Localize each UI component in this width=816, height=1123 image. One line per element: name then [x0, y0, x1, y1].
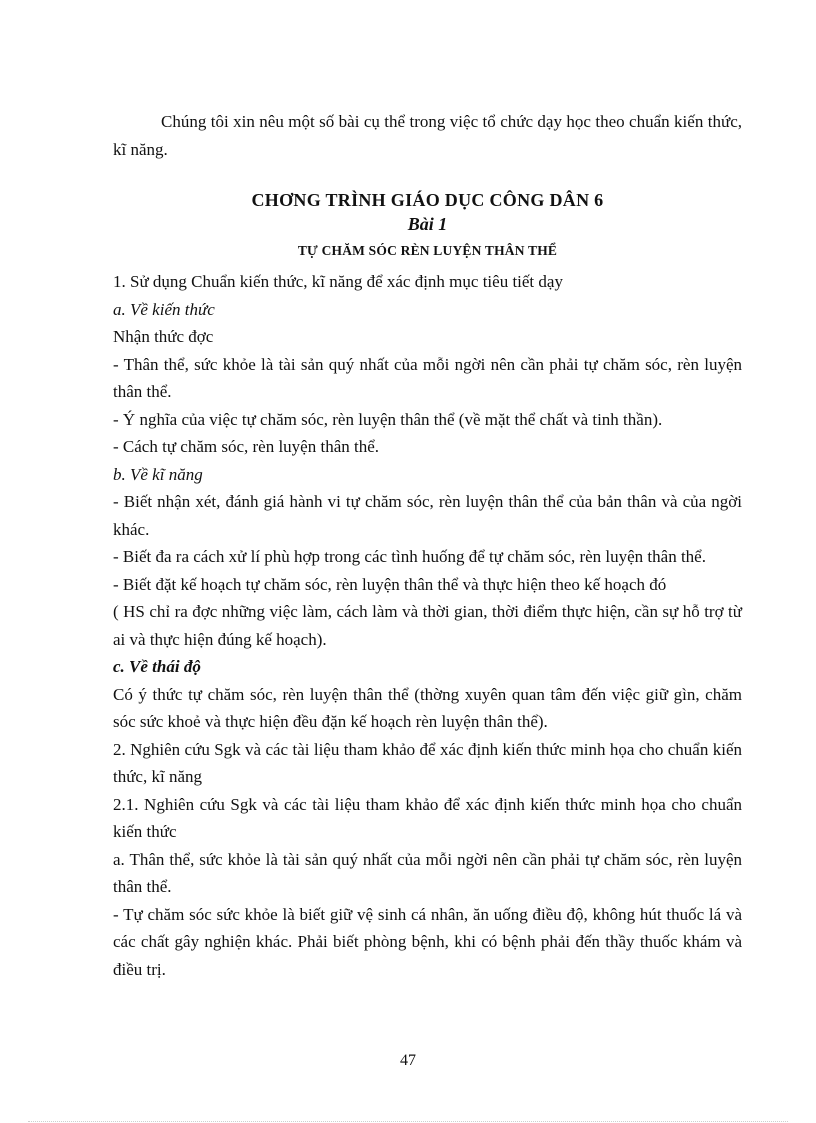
skills-item-2: - Biết đa ra cách xử lí phù hợp trong các tình huống để tự chăm sóc, rèn luyện thân thể.	[113, 547, 706, 566]
footer-divider	[28, 1121, 788, 1122]
attitude-heading: c. Về thái độ	[113, 657, 201, 676]
attitude-text: Có ý thức tự chăm sóc, rèn luyện thân thể (thờng xuyên quan tâm đến việc giữ gìn, chăm sóc sức khoẻ và thực hiện đều đặn kế hoạch rèn luyện thân thể).	[113, 684, 742, 731]
knowledge-item-2: - Ý nghĩa của việc tự chăm sóc, rèn luyện thân thể (về mặt thể chất và tinh thần).	[113, 409, 663, 429]
skills-item-3: - Biết đặt kế hoạch tự chăm sóc, rèn luyện thân thể và thực hiện theo kế hoạch đó	[113, 574, 667, 594]
lesson-title: Bài 1	[407, 214, 448, 234]
knowledge-heading: a. Về kiến thức	[113, 299, 215, 319]
section2-1-heading: 2.1. Nghiên cứu Sgk và các tài liệu tham khảo để xác định kiến thức minh họa cho chuẩn kiến thức	[113, 794, 742, 841]
title-block	[113, 188, 742, 263]
intro-paragraph	[113, 108, 742, 163]
knowledge-item-1: - Thân thể, sức khỏe là tài sản quý nhất của mỗi ngời nên cần phải tự chăm sóc, rèn luyện thân thể.	[113, 354, 742, 401]
main-content	[113, 268, 742, 983]
intro-text: Chúng tôi xin nêu một số bài cụ thể trong việc tổ chức dạy học theo chuẩn kiến thức, kĩ năng.	[113, 112, 742, 159]
skills-heading: b. Về kĩ năng	[113, 464, 203, 484]
skills-item-1: - Biết nhận xét, đánh giá hành vi tự chăm sóc, rèn luyện thân thể của bản thân và của ngời khác.	[113, 492, 742, 539]
lesson-subtitle: TỰ CHĂM SÓC RÈN LUYỆN THÂN THỂ	[297, 243, 558, 258]
section1-heading: 1. Sử dụng Chuẩn kiến thức, kĩ năng để xác định mục tiêu tiết dạy	[113, 272, 563, 291]
knowledge-item-3: - Cách tự chăm sóc, rèn luyện thân thể.	[113, 437, 380, 456]
section2-1-b: - Tự chăm sóc sức khỏe là biết giữ vệ sinh cá nhân, ăn uống điều độ, không hút thuốc lá và các chất gây nghiện khác. Phải biết phòng bệnh, khi có bệnh phải đến thầy thuốc khám và điều trị.	[113, 904, 742, 979]
skills-item-4: ( HS chỉ ra đợc những việc làm, cách làm và thời gian, thời điểm thực hiện, cần sự hỗ trợ từ ai và thực hiện đúng kế hoạch).	[113, 602, 742, 649]
section2-heading: 2. Nghiên cứu Sgk và các tài liệu tham khảo để xác định kiến thức minh họa cho chuẩn kiến thức, kĩ năng	[113, 739, 742, 786]
knowledge-lead: Nhận thức đợc	[113, 327, 214, 346]
page-number: 47	[400, 1052, 416, 1069]
section2-1-a: a. Thân thể, sức khỏe là tài sản quý nhất của mỗi ngời nên cần phải tự chăm sóc, rèn luyện thân thể.	[113, 849, 742, 896]
program-title: CHƠNG TRÌNH GIÁO DỤC CÔNG DÂN 6	[251, 190, 604, 210]
